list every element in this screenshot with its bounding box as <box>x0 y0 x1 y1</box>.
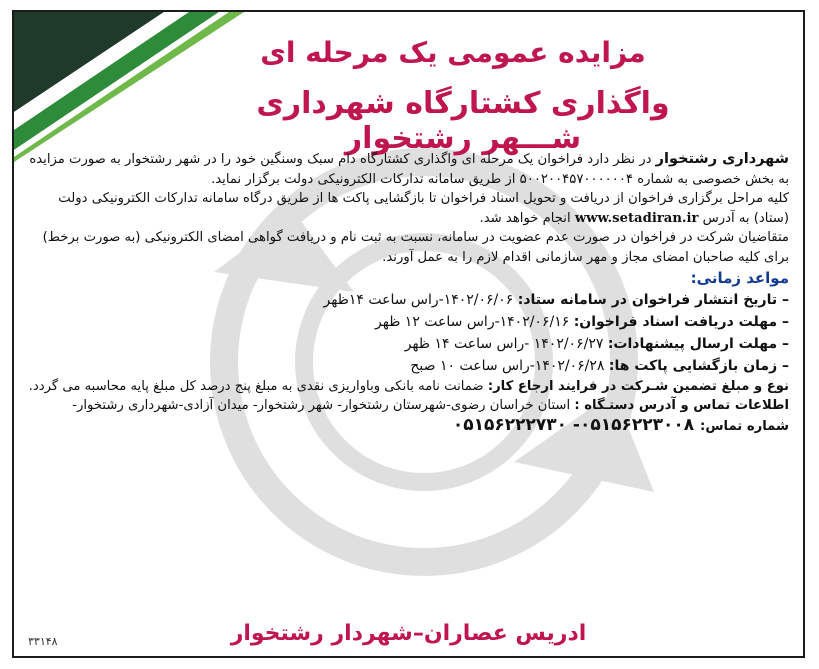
schedule-label: تاریخ انتشار فراخوان در سامانه ستاد: <box>517 291 778 308</box>
paragraph-registration: متقاضیان شرکت در فراخوان در صورت عدم عضویت در سامانه، نسبت به ثبت نام و دریافت گواهی امضای الکترونیکی (به صورت برخط) برای کلیه صاحبان امضای مجاز و مهر سازمانی اقدام لازم را به عمل آورند. <box>42 230 789 265</box>
notice-frame <box>12 10 805 658</box>
procedure-text: کلیه مراحل برگزاری فراخوان از دریافت و تحویل اسناد فراخوان تا بازگشایی پاکت ها از طریق درگاه سامانه تدارکات الکترونیکی دولت (ستاد) به آدرس <box>58 191 789 226</box>
paragraph-procedure <box>28 189 789 228</box>
schedule-item <box>28 355 789 377</box>
website-link[interactable]: www.setadiran.ir <box>574 210 699 226</box>
contact-label: اطلاعات تماس و آدرس دستـگاه : <box>574 398 789 413</box>
schedule-value: ۱۴۰۲/۰۶/۱۶-راس ساعت ۱۲ ظهر <box>375 313 574 330</box>
schedule-list <box>28 289 789 377</box>
phone-numbers: ۰۵۱۵۶۲۲۳۰۰۸- ۰۵۱۵۶۲۲۲۷۳۰ <box>452 414 701 435</box>
ad-code: ۳۳۱۴۸ <box>28 635 58 648</box>
contact-address: استان خراسان رضوی-شهرستان رشتخوار- شهر رشتخوار- میدان آزادی-شهرداری رشتخوار- <box>72 398 575 413</box>
procedure-text-end: انجام خواهد شد. <box>479 210 575 226</box>
schedule-label: مهلت ارسال پیشنهادات: <box>607 335 778 352</box>
guarantee-text: ضمانت نامه بانکی وباواریزی نقدی به مبلغ پنج درصد کل مبلغ پایه محاسبه می گردد. <box>28 378 488 394</box>
schedule-value: ۱۴۰۲/۰۶/۲۷ -راس ساعت ۱۴ ظهر <box>404 335 608 352</box>
schedule-item <box>28 289 789 311</box>
guarantee-label: نوع و مبلغ تضمین شـرکت در فرایند ارجاع کار: <box>487 378 789 394</box>
guarantee-paragraph <box>28 377 789 397</box>
contact-paragraph <box>28 396 789 436</box>
phone-label: شماره تماس: <box>700 418 789 434</box>
schedule-heading: مواعد زمانی: <box>690 269 789 287</box>
schedule-value: ۱۴۰۲/۰۶/۲۸-راس ساعت ۱۰ صبح <box>410 357 609 374</box>
schedule-label: زمان بازگشایی پاکت ها: <box>608 357 778 374</box>
schedule-value: ۱۴۰۲/۰۶/۰۶-راس ساعت ۱۴ظهر <box>323 291 518 308</box>
schedule-item <box>28 333 789 355</box>
schedule-label: مهلت دریافت اسناد فراخوان: <box>573 313 778 330</box>
intro-text: در نظر دارد فراخوان یک مرحله ای واگذاری کشتارگاه دام سبک وسنگین خود را در شهر رشتخوار به صورت مزایده به بخش خصوصی به شماره ۵۰۰۲۰۰۴۵۷۰۰۰۰۰۰۴ از طریق سامانه تدارکات الکترونیکی دولت برگزار نماید. <box>29 152 789 187</box>
page-title: مزایده عمومی یک مرحله ای <box>260 36 646 69</box>
municipality-name: شهرداری رشتخوار <box>655 151 789 167</box>
page-subtitle: واگذاری کشتارگاه شهرداری شـــهر رشتخوار <box>256 86 670 156</box>
schedule-item <box>28 311 789 333</box>
notice-body <box>28 150 789 436</box>
paragraph-intro <box>28 150 789 189</box>
signature: ادریس عصاران–شهردار رشتخوار <box>230 621 587 646</box>
